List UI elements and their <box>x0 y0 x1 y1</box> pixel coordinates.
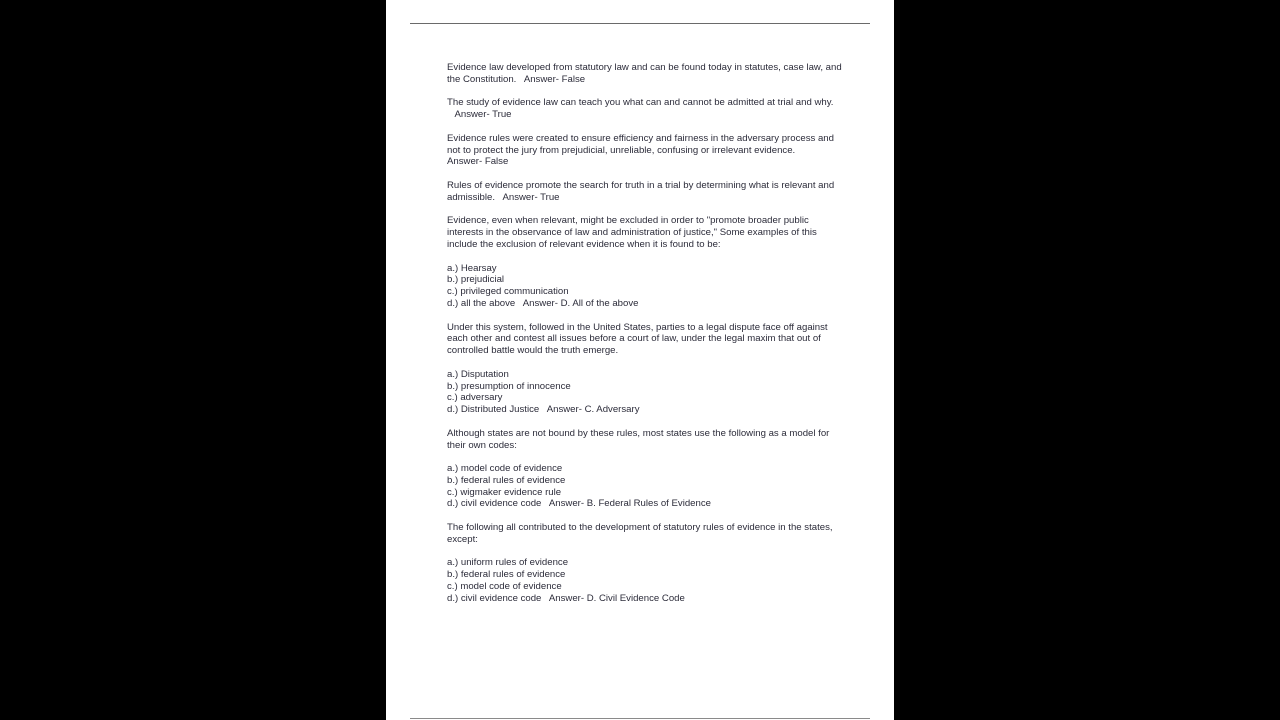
question-text <box>447 97 847 121</box>
option-a: a.) uniform rules of evidence <box>447 557 569 569</box>
option-d-text: d.) civil evidence code <box>447 498 542 510</box>
question-body: Evidence rules were created to ensure efficiency and fairness in the adversary process and not to protect the jury from prejudicial, unreliable, confusing or irrelevant evidence. <box>447 132 834 156</box>
option-d <box>447 498 847 510</box>
question-text <box>447 180 847 204</box>
question-text: Although states are not bound by these rules, most states use the following as a model for their own codes: <box>447 427 830 451</box>
question-text <box>447 133 847 168</box>
option-c: c.) model code of evidence <box>447 581 562 593</box>
options-list <box>447 263 847 310</box>
option-a: a.) model code of evidence <box>447 463 563 475</box>
answer-text: Answer- B. Federal Rules of Evidence <box>548 498 711 510</box>
option-b: b.) presumption of innocence <box>447 380 571 392</box>
answer-text: Answer- True <box>454 109 512 121</box>
document-content <box>447 62 847 616</box>
qa-item-1 <box>447 62 847 86</box>
question-body: The study of evidence law can teach you what can and cannot be admitted at trial and why. <box>447 97 834 109</box>
footer-rule <box>410 718 870 719</box>
qa-item-2 <box>447 97 847 121</box>
question-text: Evidence, even when relevant, might be excluded in order to "promote broader public interests in the observance of law and administration of justice," Some examples of this include the exclusion of relevant evidence when it is found to be: <box>447 215 817 250</box>
options-list <box>447 463 847 510</box>
qa-item-4 <box>447 180 847 204</box>
document-page <box>386 0 894 720</box>
qa-item-7 <box>447 428 847 511</box>
answer-text: Answer- True <box>502 191 560 203</box>
question-text <box>447 62 847 86</box>
option-d <box>447 404 847 416</box>
option-d-text: d.) civil evidence code <box>447 592 542 604</box>
option-b: b.) prejudicial <box>447 274 505 286</box>
option-c: c.) wigmaker evidence rule <box>447 486 562 498</box>
option-d <box>447 298 847 310</box>
option-d-text: d.) all the above <box>447 297 516 309</box>
question-body: Evidence law developed from statutory law and can be found today in statutes, case law, and the Constitution. <box>447 62 842 85</box>
question-text: The following all contributed to the development of statutory rules of evidence in the states, except: <box>447 522 833 545</box>
answer-text: Answer- D. Civil Evidence Code <box>548 592 685 604</box>
question-text: Under this system, followed in the United States, parties to a legal dispute face off against each other and contest all issues before a court of law, under the legal maxim that out of controlled battle would the truth emerge. <box>447 321 828 357</box>
qa-item-8 <box>447 522 847 605</box>
option-d-text: d.) Distributed Justice <box>447 404 540 416</box>
option-a: a.) Disputation <box>447 368 509 380</box>
qa-item-6 <box>447 322 847 416</box>
question-body: Rules of evidence promote the search for truth in a trial by determining what is relevant and admissible. <box>447 179 835 203</box>
option-d <box>447 593 847 605</box>
qa-item-5 <box>447 215 847 309</box>
option-a: a.) Hearsay <box>447 262 497 274</box>
option-c: c.) privileged communication <box>447 286 569 298</box>
answer-text: Answer- C. Adversary <box>546 404 640 416</box>
option-b: b.) federal rules of evidence <box>447 474 566 486</box>
options-list <box>447 557 847 604</box>
qa-item-3 <box>447 133 847 168</box>
options-list <box>447 369 847 416</box>
option-b: b.) federal rules of evidence <box>447 569 566 581</box>
answer-text: Answer- False <box>447 156 509 168</box>
answer-text: Answer- False <box>523 73 586 85</box>
option-c: c.) adversary <box>447 392 503 404</box>
answer-text: Answer- D. All of the above <box>522 297 639 309</box>
header-rule <box>410 23 870 24</box>
